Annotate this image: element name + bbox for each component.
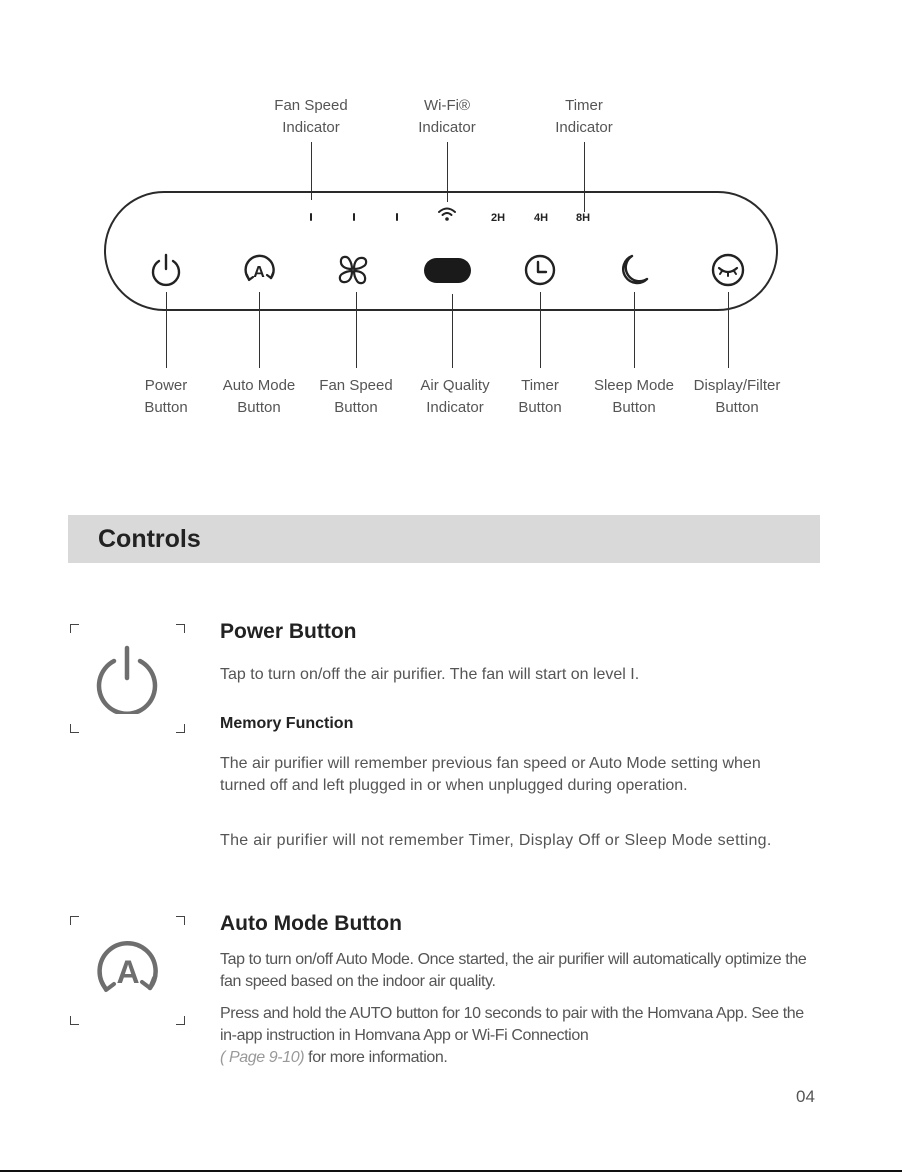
timer-8h-indicator: 8H	[575, 212, 591, 224]
leader-line	[634, 292, 635, 368]
fan-icon[interactable]	[335, 252, 371, 288]
leader-line	[540, 292, 541, 368]
label-fan-speed-indicator: Fan Speed Indicator	[274, 97, 348, 136]
label-sleep-mode-button: Sleep Mode Button	[593, 377, 675, 416]
section-header	[68, 515, 820, 563]
svg-text:A: A	[253, 264, 265, 281]
wifi-icon	[437, 206, 457, 222]
memory-function-note: The air purifier will not remember Timer, Display Off or Sleep Mode setting.	[220, 832, 772, 849]
label-auto-mode-button: Auto Mode Button	[222, 377, 296, 416]
label-wifi-indicator: Wi-Fi® Indicator	[418, 97, 476, 136]
fan-speed-tick	[310, 213, 312, 221]
label-fan-speed-button: Fan Speed Button	[319, 377, 393, 416]
timer-4h-indicator: 4H	[533, 212, 549, 224]
fan-speed-tick	[353, 213, 355, 221]
label-timer-button: Timer Button	[518, 377, 562, 416]
bottom-divider	[0, 1170, 902, 1172]
page-link[interactable]: ( Page 9-10)	[220, 1049, 305, 1066]
leader-line	[356, 292, 357, 368]
memory-function-text: The air purifier will remember previous fan speed or Auto Mode setting when turned off and left plugged in or when unplugged during operation.	[220, 755, 761, 794]
power-icon	[93, 644, 161, 714]
power-button-text: Tap to turn on/off the air purifier. The fan will start on level I.	[220, 666, 640, 683]
timer-2h-indicator: 2H	[490, 212, 506, 224]
moon-icon[interactable]	[616, 252, 652, 288]
page-number: 04	[796, 1087, 815, 1106]
power-button-heading: Power Button	[220, 620, 357, 643]
fan-speed-tick	[396, 213, 398, 221]
label-power-button: Power Button	[144, 377, 188, 416]
auto-mode-pairing-text: Press and hold the AUTO button for 10 seconds to pair with the Homvana App. See the in-app instruction in Homvana App or Wi-Fi Connection ( Page 9-10) for more information.	[220, 1005, 804, 1066]
label-air-quality-indicator: Air Quality Indicator	[420, 377, 490, 416]
leader-line	[259, 292, 260, 368]
auto-mode-text: Tap to turn on/off Auto Mode. Once started, the air purifier will automatically optimize the fan speed based on the indoor air quality.	[220, 951, 807, 990]
svg-text:A: A	[116, 954, 140, 990]
closed-eye-icon[interactable]	[710, 252, 746, 288]
label-timer-indicator: Timer Indicator	[555, 97, 613, 136]
timer-icon[interactable]	[522, 252, 558, 288]
leader-line	[728, 292, 729, 368]
section-title: Controls	[98, 525, 201, 553]
leader-line	[166, 292, 167, 368]
label-display-filter-button: Display/Filter Button	[693, 377, 781, 416]
auto-mode-icon[interactable]	[240, 251, 278, 289]
power-icon[interactable]	[148, 252, 184, 288]
air-quality-indicator	[424, 258, 471, 283]
memory-function-heading: Memory Function	[220, 715, 354, 732]
auto-mode-heading: Auto Mode Button	[220, 912, 402, 935]
leader-line	[452, 294, 453, 368]
auto-mode-icon	[92, 937, 164, 1007]
